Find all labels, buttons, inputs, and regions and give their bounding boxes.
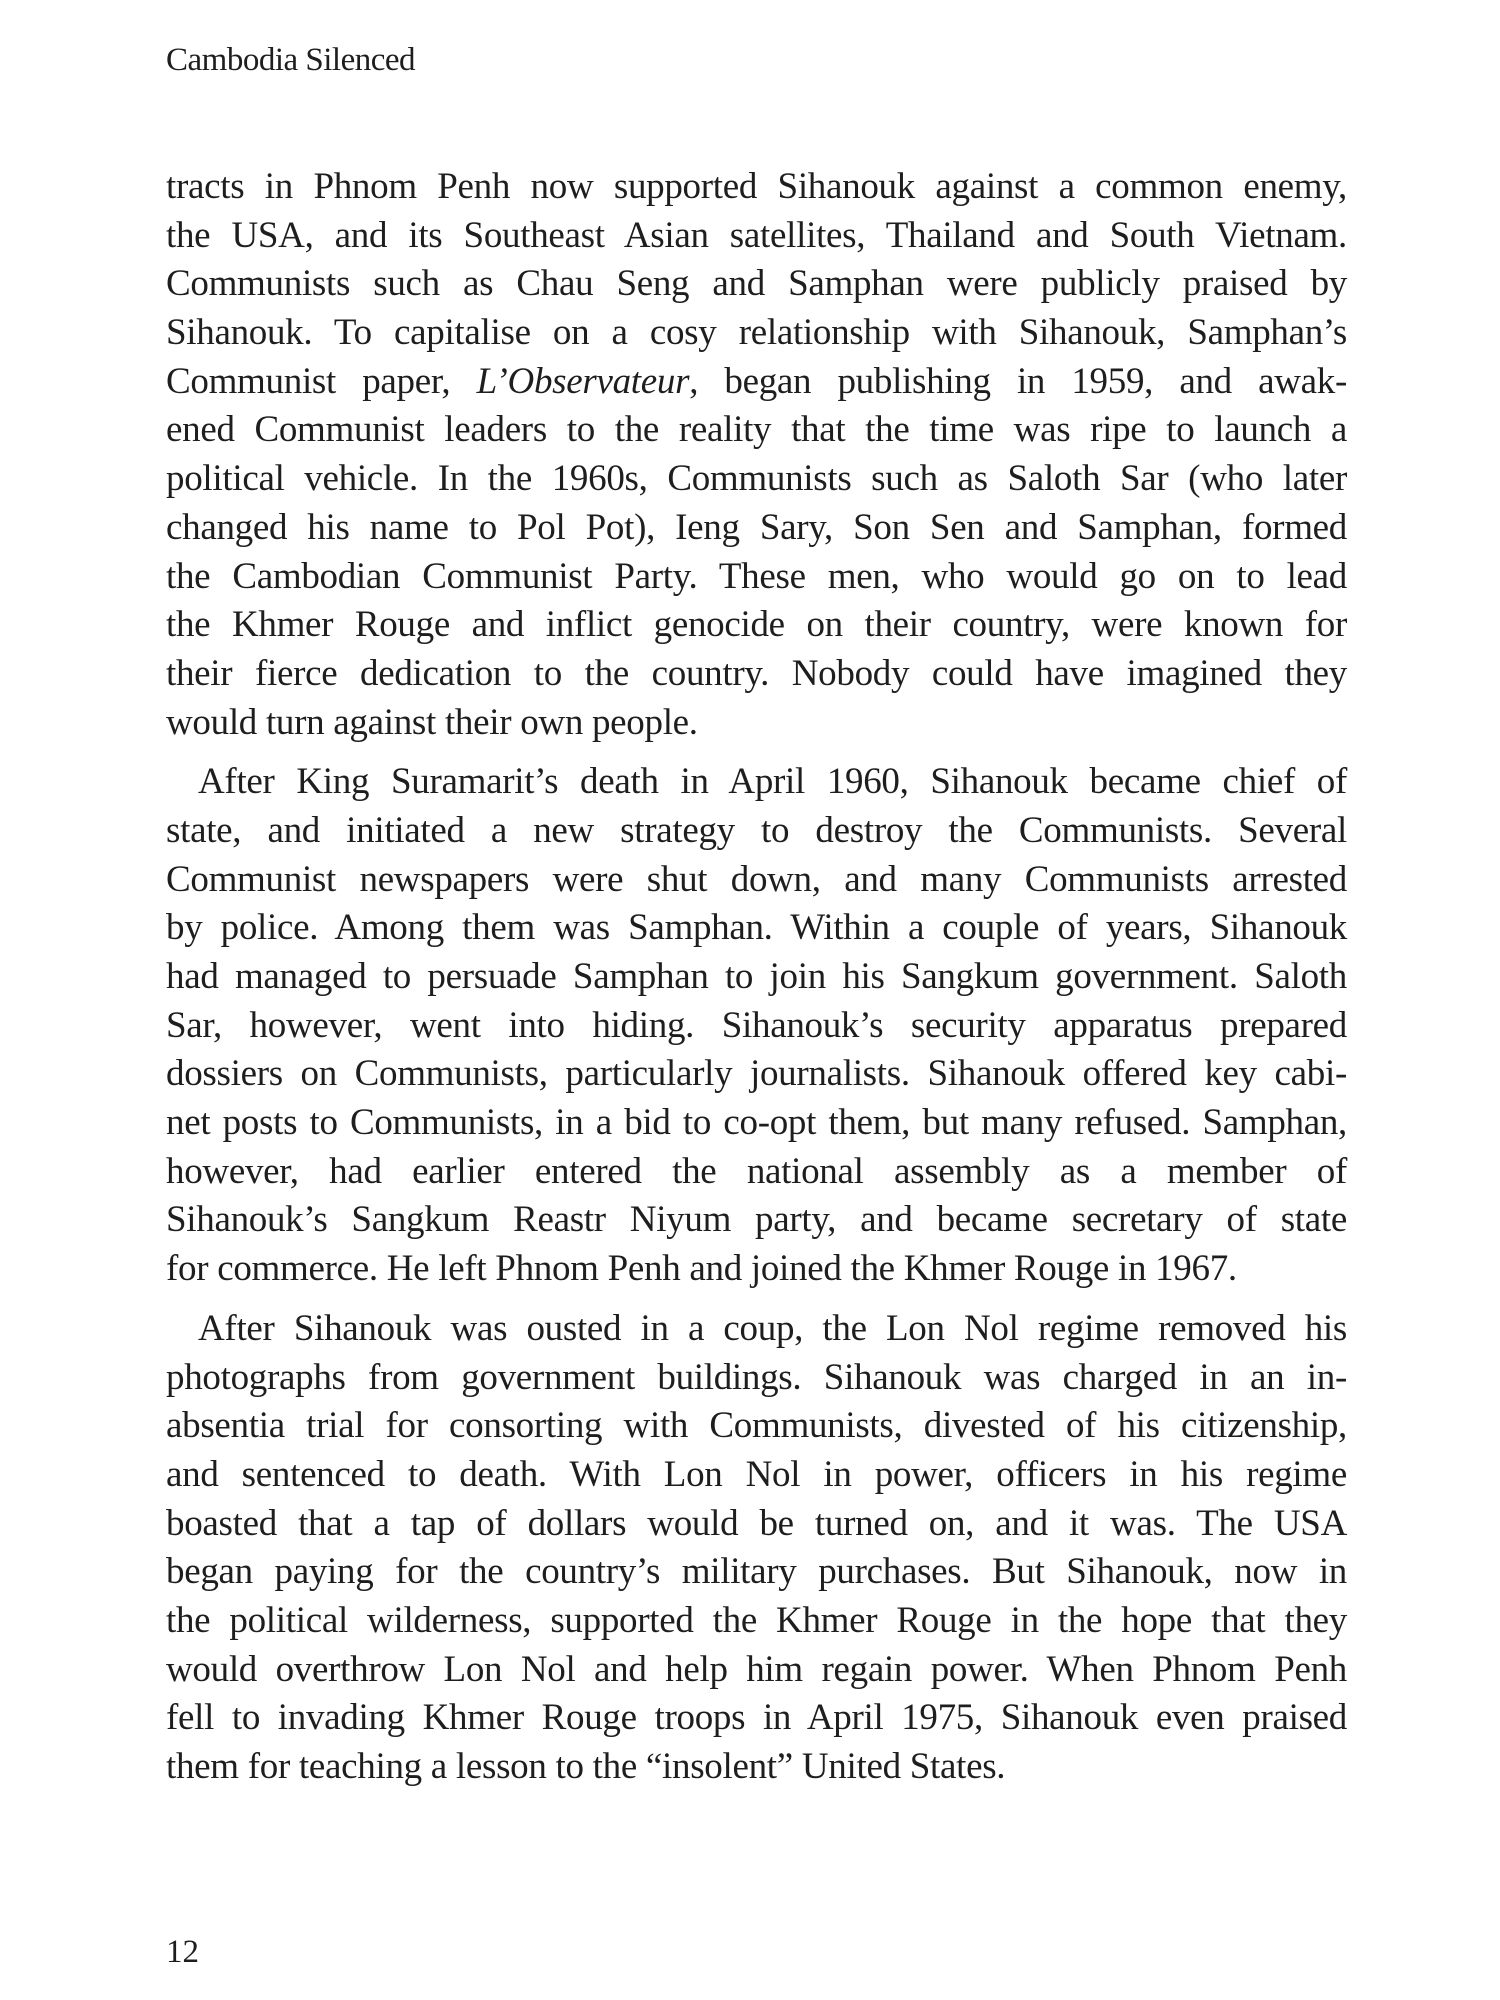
paragraph	[166, 163, 1347, 747]
text-line: would turn against their own people.	[166, 701, 698, 743]
text-line: the Cambodian Communist Party. These men, who would go on to lead	[166, 555, 1347, 597]
text-line: dossiers on Communists, particularly journalists. Sihanouk offered key cabi-	[166, 1053, 1347, 1095]
text-line: tracts in Phnom Penh now supported Sihanouk against a common enemy,	[166, 166, 1347, 207]
paragraph	[166, 758, 1347, 1294]
text-line: Communist paper, L’Observateur, began publishing in 1959, and awak-	[166, 360, 1347, 402]
text-line: the USA, and its Southeast Asian satellites, Thailand and South Vietnam.	[166, 214, 1347, 256]
text-line: began paying for the country’s military purchases. But Sihanouk, now in	[166, 1551, 1347, 1593]
periodical-title: L’Observateur	[476, 360, 690, 402]
text-line: After Sihanouk was ousted in a coup, the Lon Nol regime removed his	[198, 1307, 1347, 1349]
text-line: and sentenced to death. With Lon Nol in power, officers in his regime	[166, 1453, 1347, 1495]
text-line: Sihanouk. To capitalise on a cosy relationship with Sihanouk, Samphan’s	[166, 312, 1347, 354]
text-line: their fierce dedication to the country. Nobody could have imagined they	[166, 652, 1347, 694]
text-line: Sar, however, went into hiding. Sihanouk’s security apparatus prepared	[166, 1004, 1347, 1046]
paragraph	[166, 1305, 1347, 1792]
text-line: the Khmer Rouge and inflict genocide on their country, were known for	[166, 604, 1347, 646]
text-line: state, and initiated a new strategy to destroy the Communists. Several	[166, 809, 1347, 851]
text-line: the political wilderness, supported the Khmer Rouge in the hope that they	[166, 1599, 1347, 1641]
text-line: Communist newspapers were shut down, and many Communists arrested	[166, 858, 1347, 900]
text-line: them for teaching a lesson to the “insolent” United States.	[166, 1746, 1006, 1787]
text-line: net posts to Communists, in a bid to co-opt them, but many refused. Samphan,	[166, 1102, 1347, 1144]
text-line: Sihanouk’s Sangkum Reastr Niyum party, and became secretary of state	[166, 1199, 1347, 1241]
text-line: for commerce. He left Phnom Penh and joined the Khmer Rouge in 1967.	[166, 1248, 1237, 1290]
body-text	[166, 163, 1347, 1803]
text-line: After King Suramarit’s death in April 1960, Sihanouk became chief of	[198, 761, 1347, 803]
running-header-title: Cambodia Silenced	[166, 42, 416, 78]
text-line: ened Communist leaders to the reality that the time was ripe to launch a	[166, 409, 1347, 451]
text-line: had managed to persuade Samphan to join his Sangkum government. Saloth	[166, 956, 1347, 997]
text-line: political vehicle. In the 1960s, Communists such as Saloth Sar (who later	[166, 458, 1347, 500]
text-line: would overthrow Lon Nol and help him regain power. When Phnom Penh	[166, 1648, 1347, 1690]
text-line: by police. Among them was Samphan. Within a couple of years, Sihanouk	[166, 907, 1347, 949]
text-line: Communists such as Chau Seng and Samphan were publicly praised by	[166, 263, 1347, 305]
text-line: boasted that a tap of dollars would be turned on, and it was. The USA	[166, 1502, 1347, 1544]
page-number: 12	[166, 1934, 199, 1970]
text-line: changed his name to Pol Pot), Ieng Sary, Son Sen and Samphan, formed	[166, 506, 1347, 548]
text-line: fell to invading Khmer Rouge troops in April 1975, Sihanouk even praised	[166, 1697, 1347, 1739]
text-line: absentia trial for consorting with Communists, divested of his citizenship,	[166, 1405, 1347, 1447]
text-line: photographs from government buildings. Sihanouk was charged in an in-	[166, 1356, 1347, 1398]
text-line: however, had earlier entered the national assembly as a member of	[166, 1150, 1347, 1192]
